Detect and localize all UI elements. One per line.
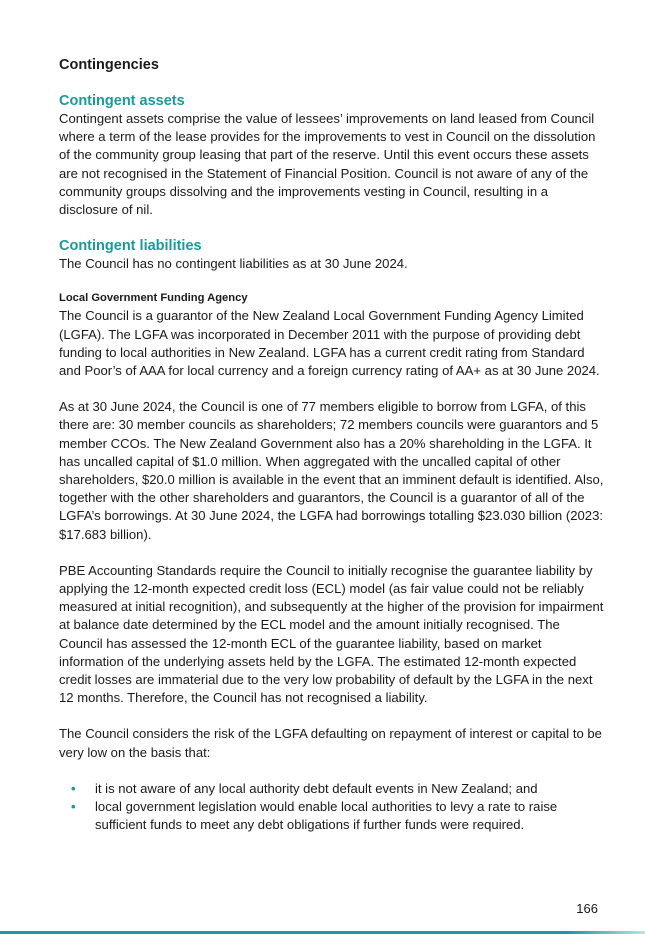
spacer xyxy=(59,762,604,780)
contingent-liabilities-paragraph: The Council has no contingent liabilities as at 30 June 2024. xyxy=(59,256,408,272)
list-item xyxy=(59,780,604,798)
lgfa-paragraph-3: PBE Accounting Standards require the Council to initially recognise the guarantee liability by applying the 12-month expected credit loss (ECL) model (as fair value could not be reliably measured at initial recognition), and subsequently at the higher of the provision for impairment at balance date determined by the ECL model and the amount initially recognised. The Council has assessed the 12-month ECL of the guarantee liability, based on market information of the underlying assets held by the LGFA. The estimated 12-month expected credit losses are immaterial due to the very low probability of default by the LGFA in the next 12 months. Therefore, the Council has not recognised a liability. xyxy=(59,562,604,706)
spacer xyxy=(59,544,604,562)
lgfa-paragraph-1: The Council is a guarantor of the New Zealand Local Government Funding Agency Limited (LGFA). The LGFA was incorporated in December 2011 with the purpose of providing debt funding to local authorities in New Zealand. LGFA has a current credit rating from Standard and Poor’s of AAA for local currency and a foreign currency rating of AA+ as at 30 June 2024. xyxy=(59,308,600,379)
contingent-liabilities-title: Contingent liabilities xyxy=(59,238,202,255)
lgfa-paragraph-4: The Council considers the risk of the LGFA defaulting on repayment of interest or capital to be very low on the basis that: xyxy=(59,726,602,760)
spacer xyxy=(59,380,604,398)
list-item xyxy=(59,798,604,834)
page-number: 166 xyxy=(576,901,598,916)
spacer xyxy=(59,273,604,289)
bullet-text: it is not aware of any local authority debt default events in New Zealand; and xyxy=(95,780,538,796)
bullet-icon: • xyxy=(71,780,76,796)
bullet-text: local government legislation would enable local authorities to levy a rate to raise sufficient funds to meet any debt obligations if further funds were required. xyxy=(95,799,558,833)
contingent-assets-paragraph: Contingent assets comprise the value of lessees’ improvements on land leased from Council where a term of the lease provides for the improvements to vest in Council on the dissolution of the community group leasing that part of the reserve. Until this event occurs these assets are not recognised in the Statement of Financial Position. Council is not aware of any of the community groups dissolving and the improvements vesting in Council, resulting in a disclosure of nil. xyxy=(59,111,596,218)
lgfa-title: Local Government Funding Agency xyxy=(59,292,248,305)
page-content xyxy=(59,56,604,835)
spacer xyxy=(59,707,604,725)
lgfa-bullet-list xyxy=(59,780,604,835)
contingent-assets-title: Contingent assets xyxy=(59,93,185,109)
lgfa-paragraph-2: As at 30 June 2024, the Council is one of 77 members eligible to borrow from LGFA, of this there are: 30 member councils as shareholders; 72 members councils were guarantors and 5 member CCOs. The New Zealand Government also has a 20% shareholding in the LGFA. It has uncalled capital of $1.0 million. When aggregated with the uncalled capital of other shareholders, $20.0 million is available in the event that an imminent default is identified. Also, together with the other shareholders and guarantors, the Council is a guarantor of all of the LGFA’s borrowings. At 30 June 2024, the LGFA had borrowings totalling $23.030 billion (2023: $17.683 billion). xyxy=(59,399,604,542)
bullet-icon: • xyxy=(71,799,76,815)
spacer xyxy=(59,219,604,237)
section-heading: Contingencies xyxy=(59,57,159,73)
